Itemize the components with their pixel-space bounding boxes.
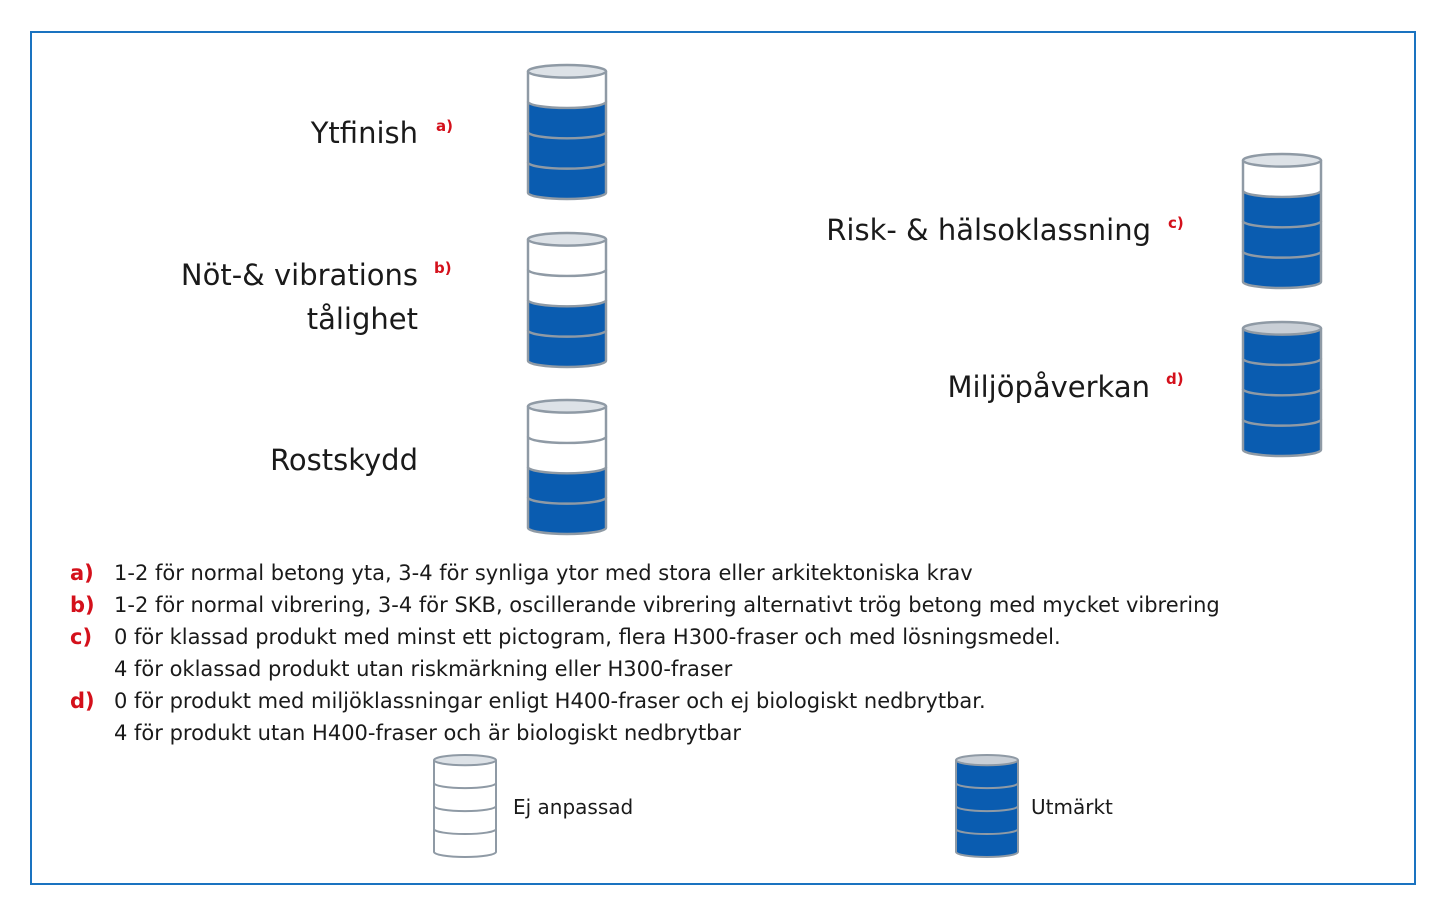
legend-label-full: Utmärkt (1031, 795, 1113, 819)
rating-label-slitage-line2: tålighet (306, 302, 418, 336)
figure-frame (30, 31, 1416, 885)
legend-label-empty: Ej anpassad (513, 795, 634, 819)
barrel-lid (528, 233, 606, 246)
barrel-lid (956, 755, 1018, 765)
legend-barrel-full (953, 753, 1021, 859)
barrel-miljo (1240, 320, 1324, 458)
barrel-lid (1243, 154, 1321, 167)
rating-note-d: d) (1166, 370, 1184, 388)
rating-label-risk: Risk- & hälsoklassning (826, 213, 1151, 247)
footnote-a (70, 557, 973, 589)
barrel-rostskydd (525, 398, 609, 536)
footnote-key: b) (70, 593, 95, 617)
legend-barrel-empty (431, 753, 499, 859)
rating-note-a: a) (436, 117, 453, 135)
rating-label-slitage-line1: Nöt-& vibrations (180, 258, 418, 292)
footnote-text: 1-2 för normal vibrering, 3-4 för SKB, oscillerande vibrering alternativt trög betong med mycket vibrering (114, 593, 1220, 617)
footnote-text: 0 för produkt med miljöklassningar enligt H400-fraser och ej biologiskt nedbrytbar. (114, 689, 986, 713)
footnote-key: c) (70, 625, 93, 649)
footnote-b (70, 589, 1220, 621)
rating-label-miljo: Miljöpåverkan (947, 370, 1150, 404)
barrel-lid (528, 65, 606, 78)
footnote-text: 4 för oklassad produkt utan riskmärkning eller H300-fraser (114, 657, 733, 681)
footnote-text: 1-2 för normal betong yta, 3-4 för synliga ytor med stora eller arkitektoniska krav (114, 561, 973, 585)
barrel-slitage (525, 231, 609, 369)
barrel-risk (1240, 152, 1324, 290)
rating-label-ytfinish: Ytfinish (310, 116, 418, 150)
footnote-text: 0 för klassad produkt med minst ett pictogram, flera H300-fraser och med lösningsmedel. (114, 625, 1061, 649)
barrel-lid (434, 755, 496, 765)
footnote-key: a) (70, 561, 94, 585)
barrel-lid (1243, 322, 1321, 335)
rating-note-c: c) (1168, 214, 1184, 232)
rating-note-b: b) (434, 259, 452, 277)
footnote-c (70, 621, 1061, 685)
footnote-text: 4 för produkt utan H400-fraser och är biologiskt nedbrytbar (114, 721, 742, 745)
rating-label-rostskydd: Rostskydd (270, 443, 418, 477)
footnote-d (70, 685, 986, 749)
footnote-key: d) (70, 689, 95, 713)
barrel-ytfinish (525, 63, 609, 201)
barrel-lid (528, 400, 606, 413)
